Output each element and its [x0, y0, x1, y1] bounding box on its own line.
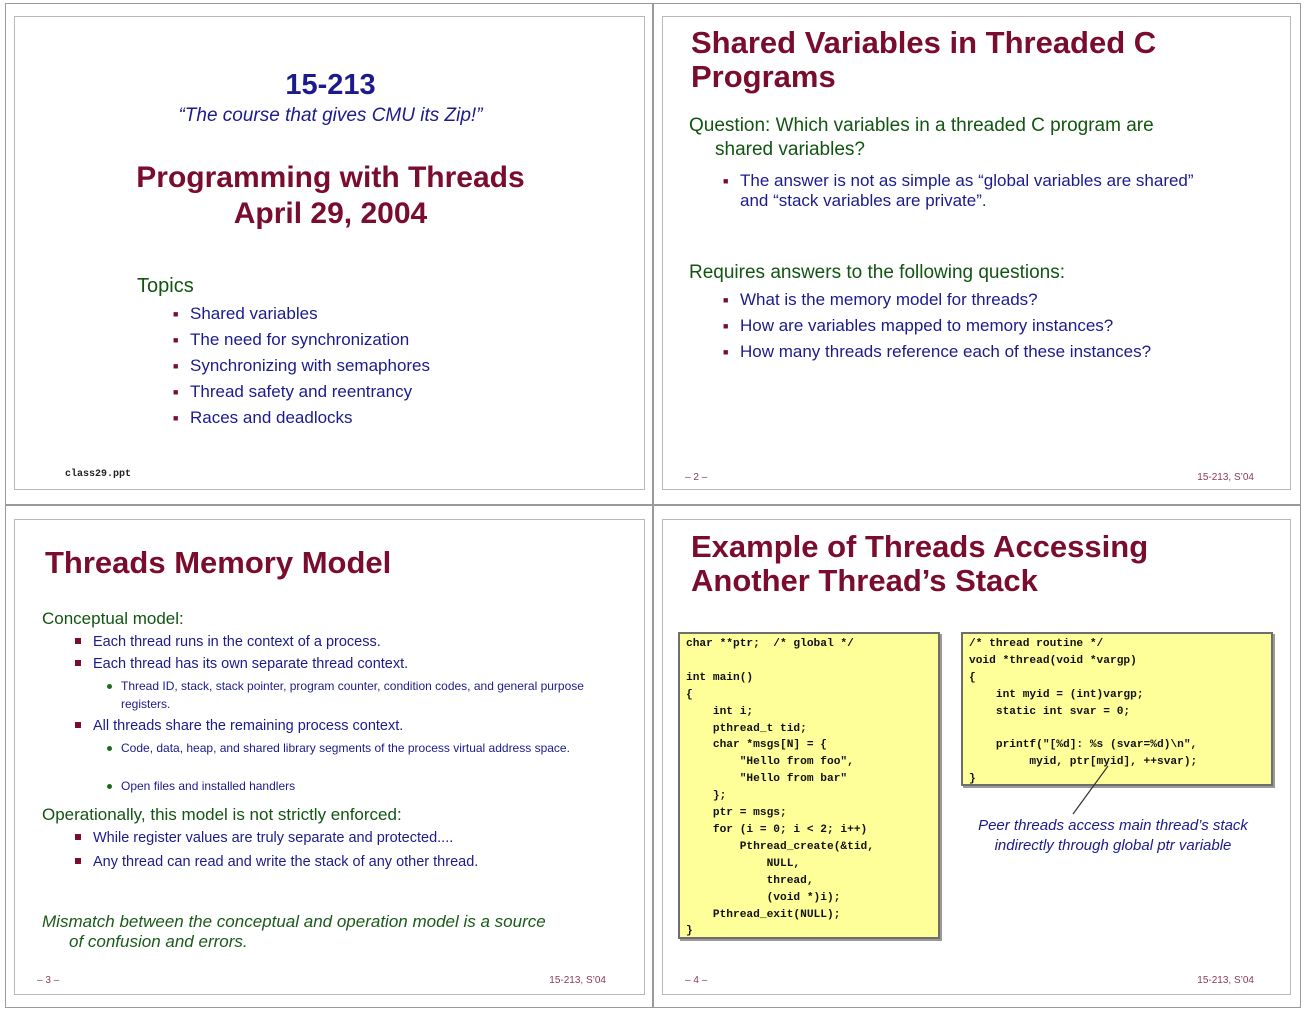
footer-filename: class29.ppt — [65, 469, 132, 480]
course-tagline: “The course that gives CMU its Zip!” — [178, 105, 483, 126]
operational-bullet: Any thread can read and write the stack of any other thread. — [93, 854, 478, 870]
bullet-square-icon — [75, 660, 81, 666]
callout-note: Peer threads access main thread’s stack — [978, 817, 1248, 834]
slide-title: Example of Threads Accessing — [691, 529, 1149, 564]
topic-item: ■ Thread safety and reentrancy — [190, 382, 412, 402]
mismatch-note: Mismatch between the conceptual and operation model is a source — [42, 912, 546, 931]
question-item: ■ How are variables mapped to memory instances? — [740, 316, 1113, 336]
bullet-square-icon — [75, 638, 81, 644]
model-sub-bullet: Code, data, heap, and shared library segments of the process virtual address space. — [121, 739, 591, 757]
callout-arrow-line — [1063, 760, 1123, 820]
main-code-listing: char **ptr; /* global */ int main() { int i; pthread_t tid; char *msgs[N] = { "Hello from foo", "Hello from bar" }; ptr = msgs; for (i = 0; i < 2; i++) Pthread_create(&tid, NULL, thread, (void *)i); Pthread_exit(NULL); } — [678, 632, 940, 939]
mismatch-note-line2: of confusion and errors. — [69, 932, 248, 951]
topic-item: ■ Shared variables — [190, 304, 318, 324]
model-bullet: Each thread runs in the context of a process. — [93, 634, 381, 650]
slide-4 — [662, 519, 1291, 995]
course-tag: 15-213, S’04 — [1197, 975, 1254, 986]
bullet-square-icon — [75, 722, 81, 728]
topics-heading: Topics — [137, 275, 194, 297]
page-number: – 3 – — [37, 975, 60, 986]
slide-date: April 29, 2004 — [233, 197, 428, 230]
bullet-dot-icon — [107, 746, 112, 751]
course-number: 15-213 — [285, 69, 376, 101]
model-sub-bullet: Open files and installed handlers — [121, 777, 591, 795]
bullet-dot-icon — [107, 784, 112, 789]
bullet-square-icon — [75, 858, 81, 864]
question-line-2: shared variables? — [715, 139, 865, 160]
slide-title: Programming with Threads — [136, 161, 525, 194]
model-bullet: All threads share the remaining process context. — [93, 718, 403, 734]
question-item: ■ What is the memory model for threads? — [740, 290, 1038, 310]
answer-bullet: ■ The answer is not as simple as “global variables are shared” — [740, 171, 1194, 191]
slide-2 — [662, 16, 1291, 490]
model-sub-bullet: Thread ID, stack, stack pointer, program counter, condition codes, and general purpose registers. — [121, 677, 611, 713]
course-tag: 15-213, S’04 — [1197, 472, 1254, 483]
operational-heading: Operationally, this model is not strictly enforced: — [42, 805, 402, 824]
slide-title-line2: Programs — [691, 59, 836, 94]
question-item: ■ How many threads reference each of these instances? — [740, 342, 1151, 362]
topic-item: ■ Synchronizing with semaphores — [190, 356, 430, 376]
page-number: – 2 – — [685, 472, 708, 483]
slide-title-line2: Another Thread’s Stack — [691, 563, 1038, 598]
slide-1 — [14, 16, 645, 490]
page-number: – 4 – — [685, 975, 708, 986]
model-bullet: Each thread has its own separate thread context. — [93, 656, 408, 672]
callout-note-line2: indirectly through global ptr variable — [994, 837, 1232, 854]
course-tag: 15-213, S’04 — [549, 975, 606, 986]
requires-heading: Requires answers to the following questions: — [689, 262, 1065, 283]
operational-bullet: While register values are truly separate and protected.... — [93, 830, 453, 846]
bullet-square-icon — [75, 834, 81, 840]
bullet-dot-icon — [107, 684, 112, 689]
question-line: Question: Which variables in a threaded C program are — [689, 115, 1154, 136]
topic-item: ■ Races and deadlocks — [190, 408, 353, 428]
thread-code-listing: /* thread routine */ void *thread(void *vargp) { int myid = (int)vargp; static int svar = 0; printf("[%d]: %s (svar=%d)\n", myid, ptr[myid], ++svar); } — [961, 632, 1273, 786]
slide-title: Threads Memory Model — [45, 545, 392, 580]
answer-bullet-continued: and “stack variables are private”. — [740, 191, 987, 210]
topic-item: ■ The need for synchronization — [190, 330, 409, 350]
slide-title: Shared Variables in Threaded C — [691, 25, 1157, 60]
conceptual-heading: Conceptual model: — [42, 609, 184, 628]
slide-3 — [14, 519, 645, 995]
